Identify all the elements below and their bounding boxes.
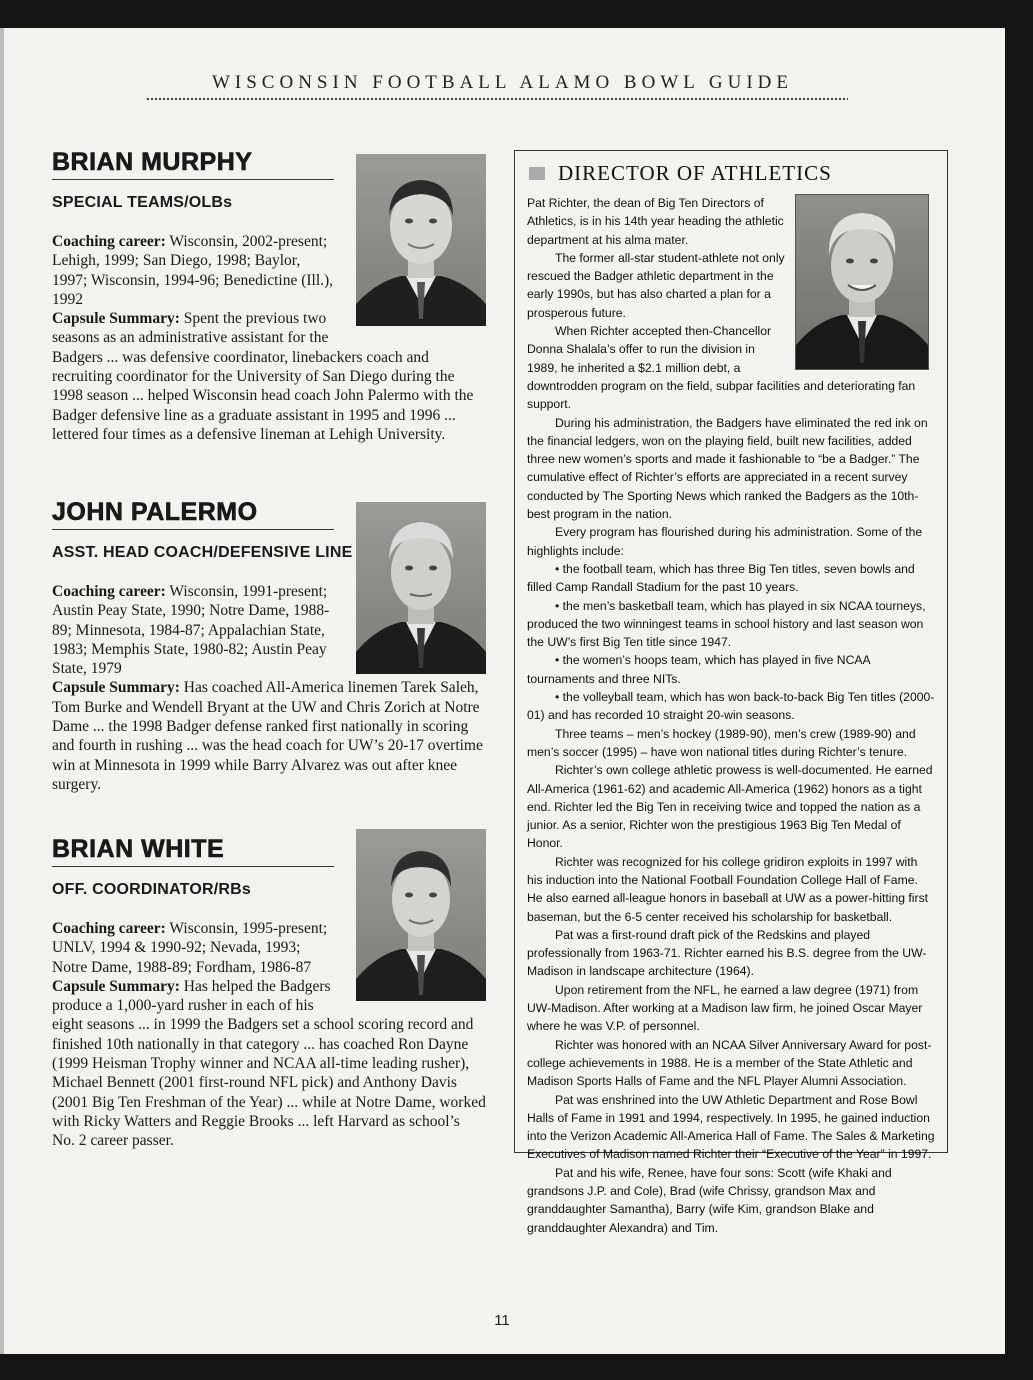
- coach-profile-white: [52, 834, 486, 1151]
- career-label: Coaching career:: [52, 920, 166, 937]
- coach-title: SPECIAL TEAMS/OLBs: [52, 194, 233, 211]
- page-edge: [0, 28, 4, 1354]
- square-bullet-icon: [529, 167, 545, 180]
- coach-photo: [356, 154, 486, 326]
- sidebar-paragraph: Richter was recognized for his college gridiron exploits in 1997 with his induction into the National Football Foundation College Hall of Fame. He also earned all-league honors in baseball at UW as a power-hitting first baseman, but the 6-5 center received his scholarship for basketball.: [527, 854, 929, 924]
- career-text: Wisconsin, 2002-present; Lehigh, 1999; San Diego, 1998; Baylor, 1997; Wisconsin, 1994-96; Benedictine (Ill.), 1992: [52, 233, 334, 308]
- page-number: 11: [494, 1312, 510, 1329]
- summary-text: Has helped the Badgers produce a 1,000-yard rusher in each of his eight seasons ... in 1999 the Badgers set a school scoring record and finished 10th nationally in that category ... has coached Ron Dayne (1999 Heisman Trophy winner and NCAA all-time leading rusher), Michael Bennett (2001 first-round NFL pick) and Anthony Davis (2001 Big Ten Freshman of the Year) ... while at Notre Dame, worked with Ricky Watters and Reggie Brooks ... left Harvard as school’s No. 2 career passer.: [52, 977, 486, 1150]
- summary-text: Spent the previous two seasons as an administrative assistant for the Badgers ... was defensive coordinator, linebackers coach and recruiting coordinator for the University of San Diego during the 1998 season ... helped Wisconsin head coach John Palermo with the Badger defensive line as a graduate assistant in 1995 and 1996 ... lettered four times as a defensive lineman at Lehigh University.: [52, 310, 474, 443]
- sidebar-paragraph: Upon retirement from the NFL, he earned a law degree (1971) from UW-Madison. After working at a Madison law firm, he joined Oscar Mayer where he was V.P. of personnel.: [527, 982, 923, 1034]
- sidebar-paragraph: Richter was honored with an NCAA Silver Anniversary Award for post-college achievements in 1988. He is a member of the State Athletic and Madison Sports Halls of Fame and the NFL Player Alumni Association.: [527, 1037, 932, 1089]
- coach-title: OFF. COORDINATOR/RBs: [52, 881, 251, 898]
- sidebar-paragraph: Every program has flourished during his administration. Some of the highlights include:: [527, 525, 923, 558]
- coach-name: BRIAN MURPHY: [52, 148, 253, 176]
- sidebar-paragraph: • the women’s hoops team, which has played in five NCAA tournaments and three NITs.: [527, 653, 870, 686]
- sidebar-paragraph: Pat was a first-round draft pick of the Redskins and played professionally from 1963-71. Richter earned his B.S. degree from the UW-Madison in landscape architecture (1964).: [527, 927, 927, 979]
- sidebar-title: [527, 161, 935, 186]
- sidebar-paragraph: During his administration, the Badgers have eliminated the red ink on the financial ledgers, won on the playing field, built new facilities, added three new women’s sports and made it fashionable to “be a Badger.” The cumulative effect of Richter’s efforts are appreciated in a recent survey conducted by The Sporting News which ranked the Badgers as the 10th-best program in the nation.: [527, 415, 928, 522]
- sidebar-body: [527, 194, 935, 1237]
- coach-name: JOHN PALERMO: [52, 498, 258, 526]
- sidebar-paragraph: Pat was enshrined into the UW Athletic Department and Rose Bowl Halls of Fame in 1991 and 1994, respectively. In 1995, he gained induction into the Verizon Academic All-America Hall of Fame. The Sales & Marketing Executives of Madison named Richter their “Executive of the Year” in 1997.: [527, 1092, 935, 1162]
- summary-label: Capsule Summary:: [52, 679, 180, 697]
- coach-bio: [52, 919, 486, 1151]
- sidebar-paragraph: When Richter accepted then-Chancellor Donna Shalala’s offer to run the division in 1989, he inherited a $2.1 million debt, a downtrodden program on the field, subpar facilities and deteriorating fan support.: [527, 324, 916, 412]
- guide-header: WISCONSIN FOOTBALL ALAMO BOWL GUIDE: [211, 72, 793, 93]
- sidebar-paragraph: • the men’s basketball team, which has played in six NCAA tourneys, produced the two winningest teams in school history and last season won the UW’s first Big Ten title since 1947.: [527, 598, 926, 650]
- coach-profile-murphy: [52, 147, 486, 444]
- name-rule: [52, 179, 334, 180]
- director-photo: [795, 194, 929, 370]
- career-label: Coaching career:: [52, 233, 166, 250]
- coach-bio: [52, 232, 486, 444]
- name-rule: [52, 866, 334, 867]
- coach-profile-palermo: [52, 497, 486, 794]
- name-rule: [52, 529, 334, 530]
- summary-text: Has coached All-America linemen Tarek Saleh, Tom Burke and Wendell Bryant at the UW and Chris Zorich at Notre Dame ... the 1998 Badger defense ranked first nationally in scoring and fourth in rushing ... was the head coach for UW’s 20-17 overtime win at Minnesota in 1999 while Barry Alvarez was out after knee surgery.: [52, 679, 483, 793]
- sidebar-paragraph: • the football team, which has three Big Ten titles, seven bowls and filled Camp Randall Stadium for the past 10 years.: [527, 561, 915, 595]
- sidebar-title-text: DIRECTOR OF ATHLETICS: [558, 161, 832, 185]
- coach-photo: [356, 502, 486, 674]
- summary-label: Capsule Summary:: [52, 310, 180, 328]
- coach-photo: [356, 829, 486, 1001]
- coach-bio: [52, 582, 486, 794]
- sidebar-paragraph: Three teams – men’s hockey (1989-90), men’s crew (1989-90) and men’s soccer (1995) – have won national titles during Richter’s tenure.: [527, 726, 916, 759]
- career-text: Wisconsin, 1991-present; Austin Peay State, 1990; Notre Dame, 1988-89; Minnesota, 1984-87; Appalachian State, 1983; Memphis State, 1980-82; Austin Peay State, 1979: [52, 583, 330, 678]
- sidebar-paragraph: The former all-star student-athlete not only rescued the Badger athletic department in the early 1990s, but has also charted a plan for a prosperous future.: [527, 250, 785, 320]
- sidebar-paragraph: Richter’s own college athletic prowess is well-documented. He earned All-America (1961-62) and academic All-America (1962) honors as a tight end. Richter led the Big Ten in receiving twice and topped the nation as a junior. As a senior, Richter won the prestigious 1963 Big Ten Medal of Honor.: [527, 763, 933, 851]
- header-dotted-rule: [146, 96, 848, 102]
- summary-label: Capsule Summary:: [52, 977, 180, 995]
- sidebar-paragraph: Pat and his wife, Renee, have four sons: Scott (wife Khaki and grandsons J.P. and Cole), Brad (wife Chrissy, grandson Max and granddaughter Samantha), Barry (wife Kim, grandson Blake and granddaughter Alexandra) and Tim.: [527, 1165, 892, 1235]
- sidebar-paragraph: • the volleyball team, which has won back-to-back Big Ten titles (2000-01) and has recorded 10 straight 20-win seasons.: [527, 690, 935, 723]
- career-label: Coaching career:: [52, 583, 166, 600]
- sidebar-paragraph: Pat Richter, the dean of Big Ten Directors of Athletics, is in his 14th year heading the athletic department at his alma mater.: [527, 196, 784, 247]
- coach-name: BRIAN WHITE: [52, 835, 225, 863]
- career-text: Wisconsin, 1995-present; UNLV, 1994 & 1990-92; Nevada, 1993; Notre Dame, 1988-89; Fordham, 1986-87: [52, 920, 328, 976]
- coach-title: ASST. HEAD COACH/DEFENSIVE LINE: [52, 544, 353, 561]
- director-sidebar: [514, 150, 948, 1235]
